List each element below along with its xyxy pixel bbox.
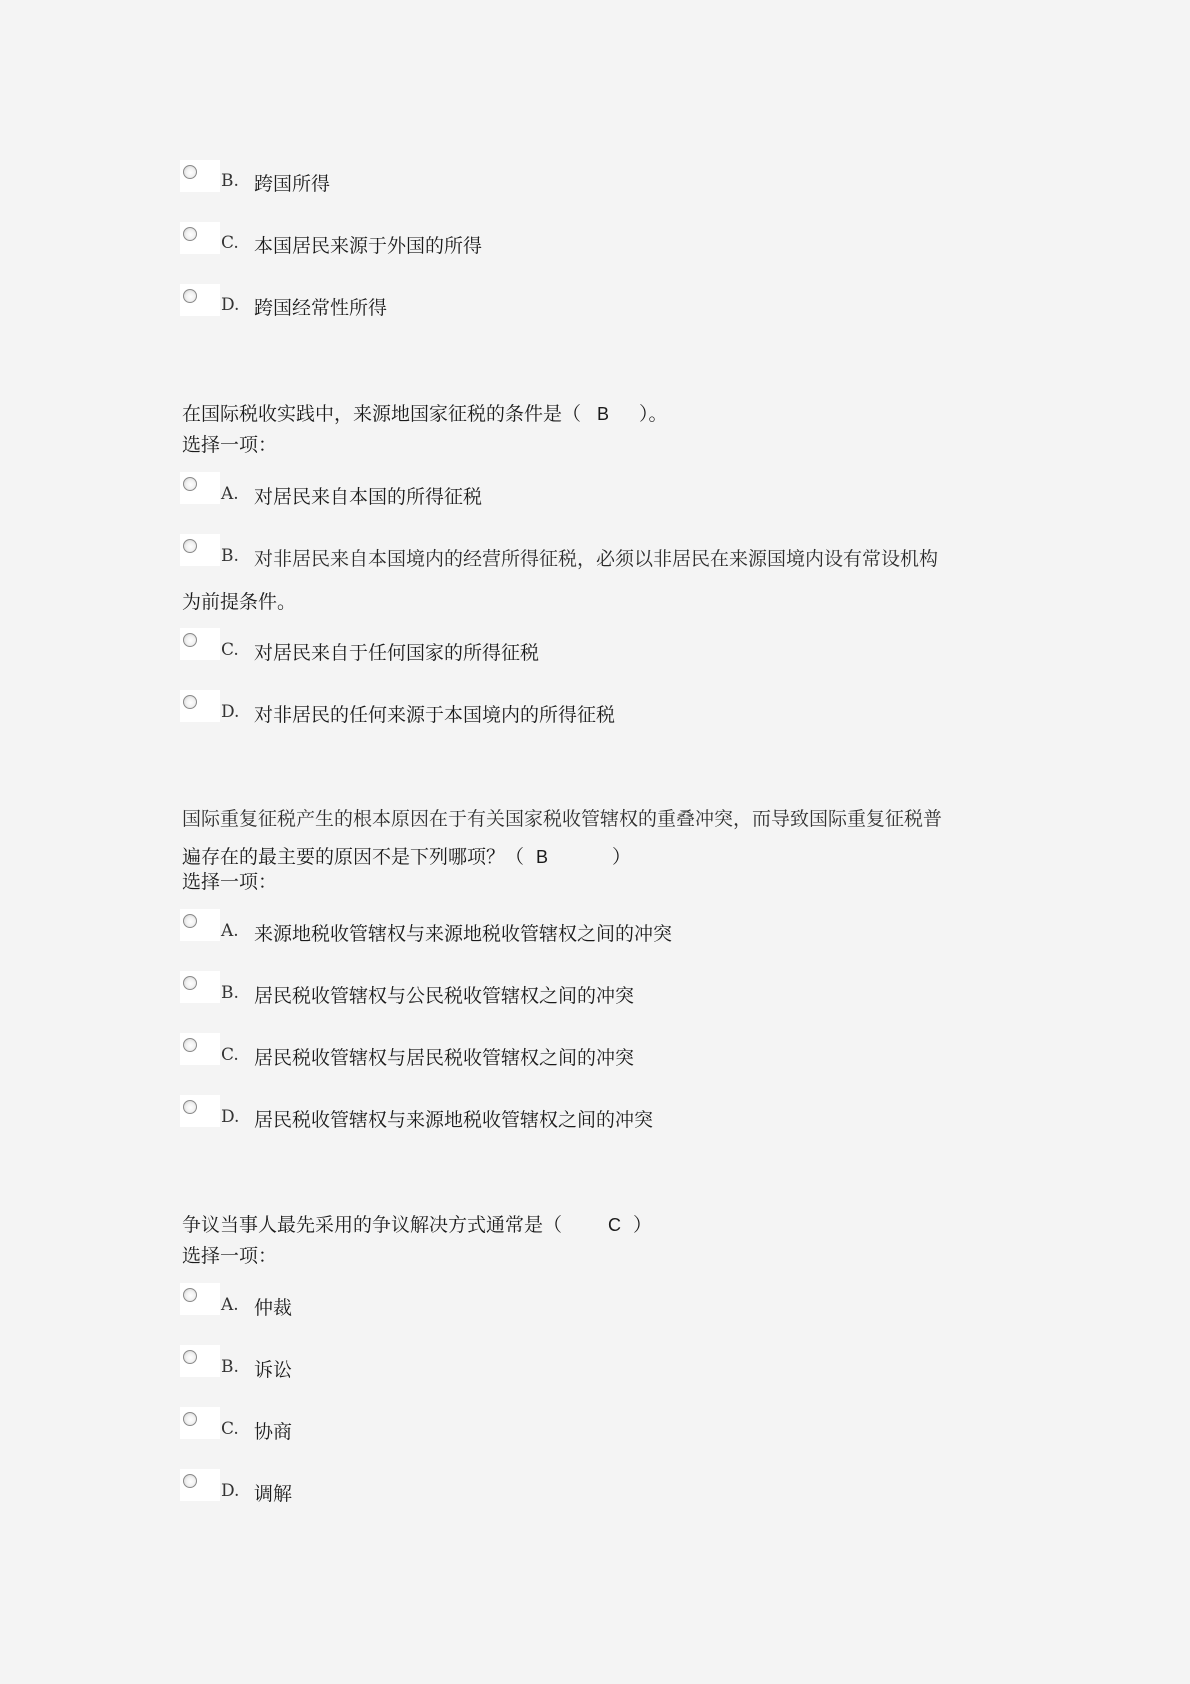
option-letter: A. — [221, 921, 239, 941]
radio-option-a[interactable] — [180, 472, 220, 504]
option-text: 跨国所得 — [254, 173, 331, 195]
option-text: 居民税收管辖权与居民税收管辖权之间的冲突 — [254, 1047, 635, 1069]
option-letter: A. — [221, 1295, 239, 1315]
option-text: 居民税收管辖权与公民税收管辖权之间的冲突 — [254, 985, 635, 1007]
question-end: ）。 — [639, 403, 668, 425]
option-text: 仲裁 — [254, 1297, 293, 1319]
question-text-line1: 国际重复征税产生的根本原因在于有关国家税收管辖权的重叠冲突，而导致国际重复征税普 — [182, 808, 943, 830]
option-text: 诉讼 — [254, 1359, 293, 1381]
radio-option-d[interactable] — [180, 284, 220, 316]
radio-option-a[interactable] — [180, 1283, 220, 1315]
radio-circle-icon[interactable] — [183, 289, 197, 303]
question-text — [182, 1210, 652, 1237]
radio-option-d[interactable] — [180, 1095, 220, 1127]
radio-option-b[interactable] — [180, 1345, 220, 1377]
radio-option-d[interactable] — [180, 690, 220, 722]
question-stem: 在国际税收实践中，来源地国家征税的条件是（ — [182, 403, 582, 425]
option-letter: D. — [221, 702, 240, 722]
option-letter: C. — [221, 233, 239, 253]
answer-mark: C — [608, 1215, 622, 1235]
answer-mark: B — [597, 404, 610, 424]
radio-circle-icon[interactable] — [183, 539, 197, 553]
option-text: 居民税收管辖权与来源地税收管辖权之间的冲突 — [254, 1109, 654, 1131]
radio-option-c[interactable] — [180, 628, 220, 660]
answer-mark: B — [536, 847, 549, 867]
option-text: 跨国经常性所得 — [254, 297, 388, 319]
option-letter: C. — [221, 640, 239, 660]
option-text-continued: 为前提条件。 — [182, 591, 297, 613]
radio-circle-icon[interactable] — [183, 1038, 197, 1052]
select-one-hint: 选择一项： — [182, 1245, 278, 1267]
option-text: 本国居民来源于外国的所得 — [254, 235, 483, 257]
option-text: 对非居民来自本国境内的经营所得征税，必须以非居民在来源国境内设有常设机构 — [254, 548, 939, 570]
option-letter: B. — [221, 171, 239, 191]
radio-circle-icon[interactable] — [183, 695, 197, 709]
radio-circle-icon[interactable] — [183, 1474, 197, 1488]
radio-circle-icon[interactable] — [183, 1350, 197, 1364]
question-text — [182, 399, 668, 426]
option-text: 对非居民的任何来源于本国境内的所得征税 — [254, 704, 616, 726]
option-letter: A. — [221, 484, 239, 504]
option-text: 来源地税收管辖权与来源地税收管辖权之间的冲突 — [254, 923, 673, 945]
radio-option-b[interactable] — [180, 160, 220, 192]
radio-option-c[interactable] — [180, 1033, 220, 1065]
radio-option-c[interactable] — [180, 222, 220, 254]
radio-option-b[interactable] — [180, 534, 220, 566]
option-text: 对居民来自于任何国家的所得征税 — [254, 642, 540, 664]
select-one-hint: 选择一项： — [182, 871, 278, 893]
question-stem: 争议当事人最先采用的争议解决方式通常是（ — [182, 1214, 563, 1236]
option-letter: B. — [221, 983, 239, 1003]
option-letter: B. — [221, 1357, 239, 1377]
question-stem: 遍存在的最主要的原因不是下列哪项？（ — [182, 846, 525, 868]
radio-circle-icon[interactable] — [183, 914, 197, 928]
option-letter: B. — [221, 546, 239, 566]
option-text: 对居民来自本国的所得征税 — [254, 486, 483, 508]
option-letter: C. — [221, 1045, 239, 1065]
question-text-line2 — [182, 842, 631, 869]
option-text: 调解 — [254, 1483, 293, 1505]
radio-circle-icon[interactable] — [183, 1100, 197, 1114]
radio-circle-icon[interactable] — [183, 976, 197, 990]
radio-circle-icon[interactable] — [183, 227, 197, 241]
radio-circle-icon[interactable] — [183, 1288, 197, 1302]
question-end: ） — [612, 846, 632, 868]
radio-option-a[interactable] — [180, 909, 220, 941]
radio-circle-icon[interactable] — [183, 165, 197, 179]
option-letter: D. — [221, 1481, 240, 1501]
radio-circle-icon[interactable] — [183, 1412, 197, 1426]
radio-option-b[interactable] — [180, 971, 220, 1003]
radio-circle-icon[interactable] — [183, 477, 197, 491]
radio-option-d[interactable] — [180, 1469, 220, 1501]
radio-circle-icon[interactable] — [183, 633, 197, 647]
radio-option-c[interactable] — [180, 1407, 220, 1439]
option-text: 协商 — [254, 1421, 293, 1443]
question-end: ） — [633, 1214, 653, 1236]
select-one-hint: 选择一项： — [182, 434, 278, 456]
option-letter: D. — [221, 1107, 240, 1127]
option-letter: D. — [221, 295, 240, 315]
option-letter: C. — [221, 1419, 239, 1439]
